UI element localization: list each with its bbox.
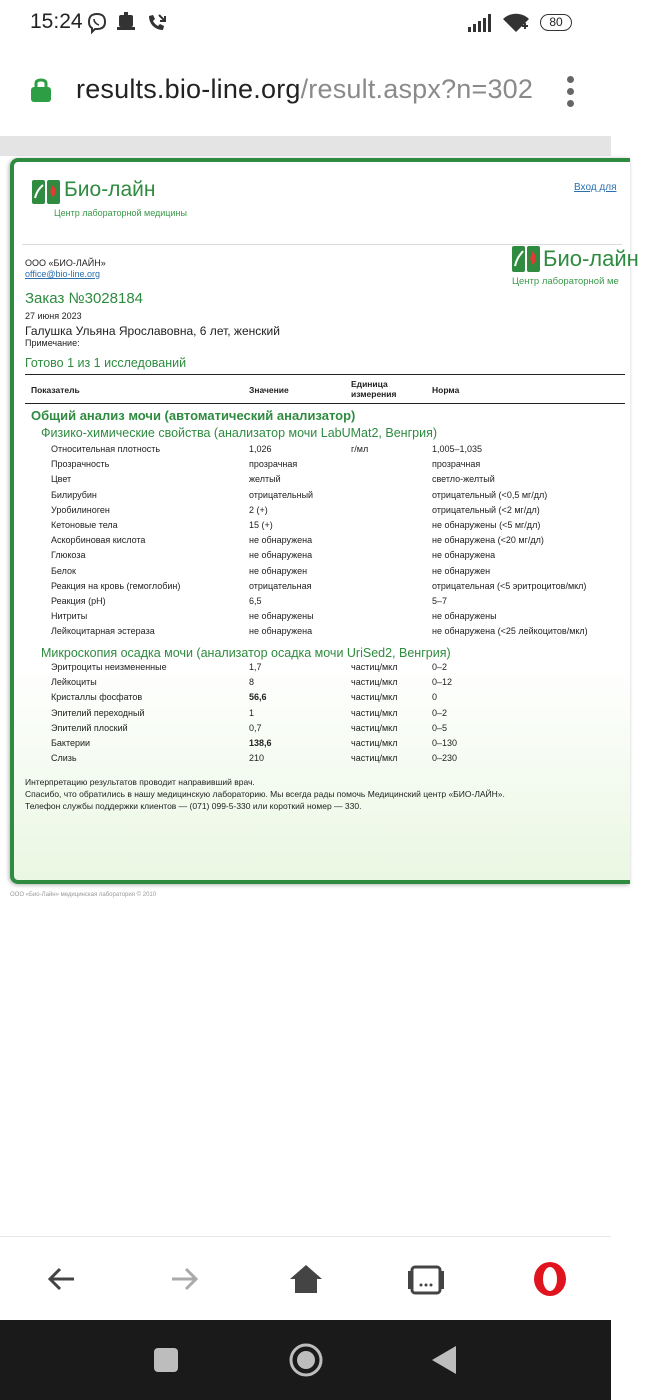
opera-icon[interactable]: [530, 1259, 570, 1299]
missed-call-icon: [146, 12, 168, 34]
notification-icon: [116, 12, 136, 34]
copyright: ООО «Био-Лайн» медицинская лаборатория © 2010: [10, 892, 157, 898]
result-name: Цвет: [51, 474, 72, 485]
result-norm: 0–12: [432, 677, 453, 688]
result-name: Слизь: [51, 753, 77, 764]
result-name: Лейкоциты: [51, 677, 97, 688]
result-value: не обнаружен: [249, 565, 308, 576]
result-norm: 1,005–1,035: [432, 444, 483, 454]
result-norm: светло-желтый: [432, 474, 495, 485]
result-norm: не обнаружены: [432, 611, 497, 622]
header-divider: [22, 244, 622, 245]
result-value: отрицательный: [249, 489, 314, 500]
result-value: 0,7: [249, 722, 262, 733]
result-name: Относительная плотность: [51, 444, 161, 454]
result-row: [14, 505, 634, 520]
url-host: results.bio-line.org: [76, 74, 301, 104]
company-name: ООО «БИО-ЛАЙН»: [25, 258, 106, 268]
result-name: Лейкоцитарная эстераза: [51, 626, 155, 637]
result-value: 6,5: [249, 596, 262, 606]
group2-title: Микроскопия осадка мочи (анализатор осадка мочи UriSed2, Венгрия): [41, 646, 451, 660]
url-bar[interactable]: [0, 48, 611, 136]
logo-subtitle: Центр лабораторной медицины: [54, 208, 187, 218]
browser-bottom-nav: [0, 1236, 611, 1320]
result-row: [14, 520, 634, 535]
result-value: 8: [249, 677, 255, 688]
home-circle-icon[interactable]: [288, 1342, 324, 1378]
result-row: [14, 753, 634, 768]
result-row: [14, 708, 634, 723]
result-row: [14, 596, 634, 611]
patient-info: Галушка Ульяна Ярославовна, 6 лет, женский: [25, 324, 280, 338]
result-norm: не обнаружен: [432, 565, 491, 576]
battery-icon: [540, 14, 572, 31]
footer-line: Спасибо, что обратились в нашу медицинскую лабораторию. Мы всегда рады помочь Медицинский центр «БИО-ЛАЙН».: [25, 789, 505, 799]
ready-status: Готово 1 из 1 исследований: [25, 356, 187, 370]
section-title: Общий анализ мочи (автоматический анализатор): [31, 408, 356, 423]
result-name: Белок: [51, 565, 76, 576]
result-row: [14, 535, 634, 550]
forward-icon[interactable]: [164, 1259, 204, 1299]
result-value: 1,026: [249, 444, 272, 454]
result-norm: 0: [432, 692, 438, 703]
result-norm: 0–5: [432, 722, 448, 733]
group1-title: Физико-химические свойства (анализатор мочи LabUMat2, Венгрия): [41, 426, 437, 440]
result-norm: не обнаружена (<25 лейкоцитов/мкл): [432, 626, 588, 637]
result-name: Кристаллы фосфатов: [51, 692, 143, 703]
result-name: Эпителий переходный: [51, 707, 145, 718]
result-name: Эритроциты неизмененные: [51, 662, 167, 672]
result-document: [10, 158, 639, 884]
th-indicator: Показатель: [31, 385, 80, 395]
result-name: Реакция (pH): [51, 596, 106, 606]
result-value: 2 (+): [249, 504, 268, 515]
report-logo-subtitle: Центр лабораторной ме: [512, 276, 619, 287]
result-norm: 0–2: [432, 662, 448, 672]
result-value: прозрачная: [249, 459, 298, 470]
result-row: [14, 459, 634, 474]
footer-line: Интерпретацию результатов проводит направивший врач.: [25, 777, 255, 787]
result-value: 1,7: [249, 662, 262, 672]
bio-line-logo-icon: [32, 180, 60, 204]
result-value: 138,6: [249, 738, 272, 748]
note-label: Примечание:: [25, 338, 80, 348]
bio-line-logo-icon: [512, 246, 540, 272]
order-date: 27 июня 2023: [25, 311, 82, 321]
result-unit: частиц/мкл: [351, 677, 398, 688]
status-bar: [0, 0, 611, 48]
login-link[interactable]: Вход для: [574, 182, 617, 193]
result-norm: не обнаружена: [432, 550, 496, 561]
result-norm: отрицательная (<5 эритроцитов/мкл): [432, 580, 587, 591]
result-name: Глюкоза: [51, 550, 86, 561]
recents-icon[interactable]: [154, 1348, 178, 1372]
page-top-strip: [0, 136, 611, 156]
th-norm: Норма: [432, 385, 460, 395]
result-row: [14, 738, 634, 753]
result-row: [14, 566, 634, 581]
back-icon[interactable]: [42, 1259, 82, 1299]
result-row: [14, 581, 634, 596]
result-name: Нитриты: [51, 611, 88, 622]
wifi-icon: [502, 12, 530, 34]
result-norm: не обнаружена (<20 мг/дл): [432, 535, 544, 546]
result-norm: отрицательный (<2 мг/дл): [432, 504, 540, 515]
header-logo[interactable]: [32, 178, 187, 220]
report-logo: [512, 246, 652, 290]
system-nav-bar: [0, 1320, 611, 1400]
footer-line: Телефон службы поддержки клиентов — (071) 099-5-330 или короткий номер — 330.: [25, 801, 362, 811]
result-row: [14, 662, 634, 677]
th-value: Значение: [249, 385, 289, 395]
result-name: Кетоновые тела: [51, 520, 118, 530]
logo-name: Био-лайн: [64, 178, 156, 201]
result-name: Реакция на кровь (гемоглобин): [51, 580, 181, 591]
result-norm: прозрачная: [432, 459, 481, 470]
signal-icon: [468, 14, 494, 32]
result-row: [14, 692, 634, 707]
home-icon[interactable]: [286, 1259, 326, 1299]
result-unit: частиц/мкл: [351, 692, 398, 703]
result-name: Прозрачность: [51, 459, 110, 470]
result-unit: частиц/мкл: [351, 722, 398, 733]
result-row: [14, 611, 634, 626]
result-unit: г/мл: [351, 444, 369, 454]
result-norm: 0–2: [432, 707, 448, 718]
result-value: желтый: [249, 474, 281, 485]
result-name: Аскорбиновая кислота: [51, 535, 146, 546]
result-value: 1: [249, 707, 255, 718]
result-row: [14, 626, 634, 641]
battery-level: 80: [549, 15, 563, 29]
result-value: отрицательная: [249, 580, 312, 591]
tabs-icon[interactable]: [406, 1259, 446, 1299]
result-value: не обнаружена: [249, 550, 313, 561]
order-title: Заказ №3028184: [25, 290, 144, 307]
viber-icon: [86, 12, 108, 34]
result-value: не обнаружена: [249, 626, 313, 637]
result-unit: частиц/мкл: [351, 662, 398, 672]
result-norm: не обнаружены (<5 мг/дл): [432, 520, 541, 530]
url-path: /result.aspx?n=302: [300, 74, 534, 104]
status-time: 15:24: [30, 10, 83, 33]
report-logo-name: Био-лайн: [543, 246, 639, 271]
th-unit-line1: Единица: [351, 379, 388, 389]
th-unit-line2: измерения: [351, 389, 397, 399]
result-unit: частиц/мкл: [351, 738, 398, 748]
email-link[interactable]: office@bio-line.org: [25, 269, 101, 279]
result-row: [14, 490, 634, 505]
result-value: не обнаружены: [249, 611, 314, 622]
result-row: [14, 677, 634, 692]
result-norm: 0–130: [432, 738, 458, 748]
result-norm: 0–230: [432, 753, 458, 764]
result-row: [14, 550, 634, 565]
result-value: 210: [249, 753, 265, 764]
result-name: Билирубин: [51, 489, 97, 500]
result-row: [14, 723, 634, 738]
result-norm: отрицательный (<0,5 мг/дл): [432, 489, 548, 500]
result-name: Эпителий плоский: [51, 722, 128, 733]
result-value: 15 (+): [249, 520, 273, 530]
table-header: [25, 374, 625, 404]
result-value: не обнаружена: [249, 535, 313, 546]
result-name: Уробилиноген: [51, 504, 110, 515]
result-value: 56,6: [249, 692, 267, 703]
result-norm: 5–7: [432, 596, 448, 606]
back-triangle-icon[interactable]: [430, 1344, 458, 1376]
web-viewport: [0, 136, 639, 1236]
result-name: Бактерии: [51, 738, 91, 748]
result-unit: частиц/мкл: [351, 753, 398, 764]
footer-note: [25, 776, 505, 812]
url-text[interactable]: [76, 74, 538, 105]
result-row: [14, 474, 634, 489]
result-unit: частиц/мкл: [351, 707, 398, 718]
more-vert-icon[interactable]: [564, 76, 576, 108]
lock-icon: [30, 76, 52, 102]
result-row: [14, 444, 634, 459]
